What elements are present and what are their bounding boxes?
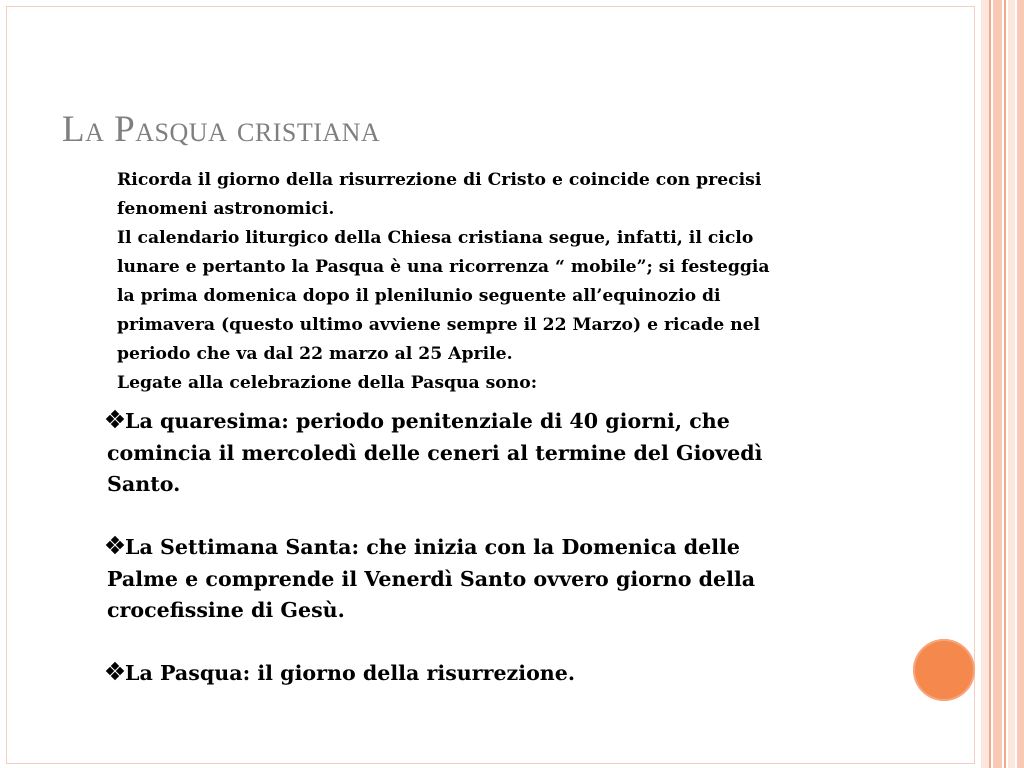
intro-line: Il calendario liturgico della Chiesa cristiana segue, infatti, il ciclo	[117, 228, 754, 248]
intro-line: Ricorda il giorno della risurrezione di Cristo e coincide con precisi	[117, 170, 762, 190]
bullet-line: La Pasqua: il giorno della risurrezione.	[125, 661, 576, 685]
intro-line: periodo che va dal 22 marzo al 25 Aprile.	[117, 344, 513, 364]
intro-paragraph	[117, 166, 917, 398]
intro-line: lunare e pertanto la Pasqua è una ricorrenza “ mobile”; si festeggia	[117, 257, 770, 277]
bullet-line: Palme e comprende il Venerdì Santo ovvero giorno della	[107, 566, 756, 591]
four-diamond-bullet-icon	[107, 537, 123, 553]
decor-stripe-5	[1008, 0, 1015, 768]
decor-stripe-1	[981, 0, 989, 768]
intro-line: la prima domenica dopo il plenilunio seguente all’equinozio di	[117, 286, 721, 306]
bullet-item-settimana-santa	[107, 532, 907, 627]
bullet-line: crocefissine di Gesù.	[107, 598, 345, 622]
slide-title: La Pasqua cristiana	[62, 109, 381, 150]
decor-stripe-4	[1004, 0, 1006, 768]
bullet-item-quaresima	[107, 406, 907, 501]
bullet-line: La Settimana Santa: che inizia con la Domenica delle	[125, 535, 741, 559]
intro-line: Legate alla celebrazione della Pasqua sono:	[117, 373, 538, 393]
bullet-line: Santo.	[107, 472, 181, 496]
four-diamond-bullet-icon	[107, 663, 123, 679]
intro-line: primavera (questo ultimo avviene sempre il 22 Marzo) e ricade nel	[117, 315, 761, 335]
intro-line: fenomeni astronomici.	[117, 199, 335, 219]
four-diamond-bullet-icon	[107, 411, 123, 427]
decor-stripe-2	[989, 0, 991, 768]
decorative-orange-circle	[913, 639, 975, 701]
decor-stripe-6	[1017, 0, 1024, 768]
bullet-line: La quaresima: periodo penitenziale di 40 giorni, che	[125, 409, 730, 433]
decor-stripe-3	[993, 0, 1002, 768]
bullet-item-pasqua	[107, 658, 907, 690]
bullet-list	[107, 406, 907, 721]
bullet-line: comincia il mercoledì delle ceneri al termine del Giovedì	[107, 440, 763, 465]
